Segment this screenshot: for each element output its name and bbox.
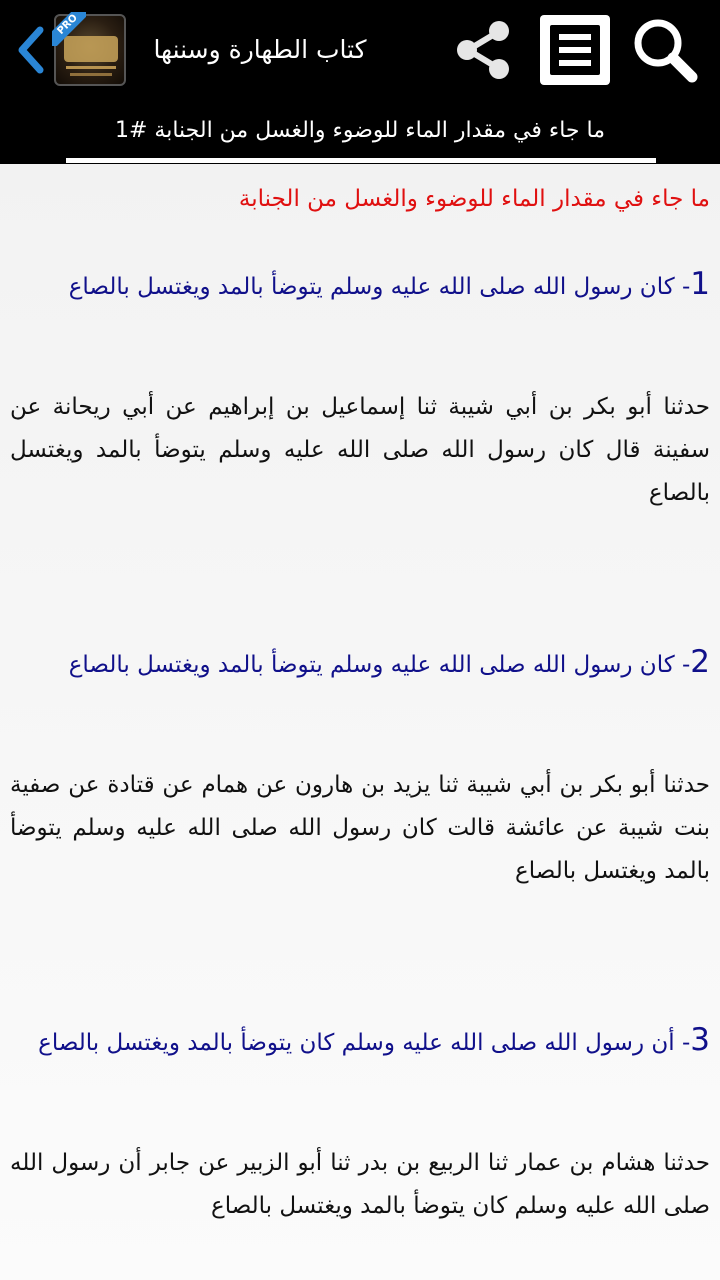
chevron-left-icon[interactable] [14,24,48,76]
menu-button[interactable] [540,15,610,85]
hadith-title [10,640,710,687]
hadith-number: 1 [690,266,710,302]
hadith-text: حدثنا أبو بكر بن أبي شيبة ثنا يزيد بن هارون عن همام عن قتادة عن صفية بنت شيبة عن عائشة قالت كان رسول الله صلى الله عليه وسلم يتوضأ بالمد ويغتسل بالصاع [10,772,710,884]
hadith-title-text: - كان رسول الله صلى الله عليه وسلم يتوضأ بالمد ويغتسل بالصاع [68,274,691,300]
book-title: كتاب الطهارة وسننها [153,35,367,64]
hadith-title [10,262,710,309]
share-icon[interactable] [452,18,516,82]
hadith-title-text: - كان رسول الله صلى الله عليه وسلم يتوضأ بالمد ويغتسل بالصاع [68,652,691,678]
chapter-tab-title[interactable]: ما جاء في مقدار الماء للوضوء والغسل من الجنابة #1 [114,118,606,143]
chapter-tab-bar [0,102,720,164]
hadith-number: 3 [690,1022,710,1058]
hadith-text: حدثنا أبو بكر بن أبي شيبة ثنا إسماعيل بن إبراهيم عن أبي ريحانة عن سفينة قال كان رسول الله صلى الله عليه وسلم يتوضأ بالمد ويغتسل بالصاع [10,394,710,506]
logo-decoration [70,73,112,76]
search-icon[interactable] [628,14,702,86]
logo-decoration [66,66,116,69]
hadith-title-text: - أن رسول الله صلى الله عليه وسلم كان يتوضأ بالمد ويغتسل بالصاع [38,1030,691,1056]
pro-badge-label: PRO [52,12,86,46]
tab-indicator [66,158,656,163]
hadith-text: حدثنا هشام بن عمار ثنا الربيع بن بدر ثنا أبو الزبير عن جابر أن رسول الله صلى الله عليه وسلم كان يتوضأ بالمد ويغتسل بالصاع [10,1150,710,1219]
hadith-number: 2 [690,644,710,680]
section-heading: ما جاء في مقدار الماء للوضوء والغسل من الجنابة [238,186,710,212]
chapter-content[interactable] [0,164,720,1280]
menu-icon [550,25,600,75]
hadith-title [10,1018,710,1065]
pro-badge [52,12,86,46]
action-bar [0,0,720,102]
